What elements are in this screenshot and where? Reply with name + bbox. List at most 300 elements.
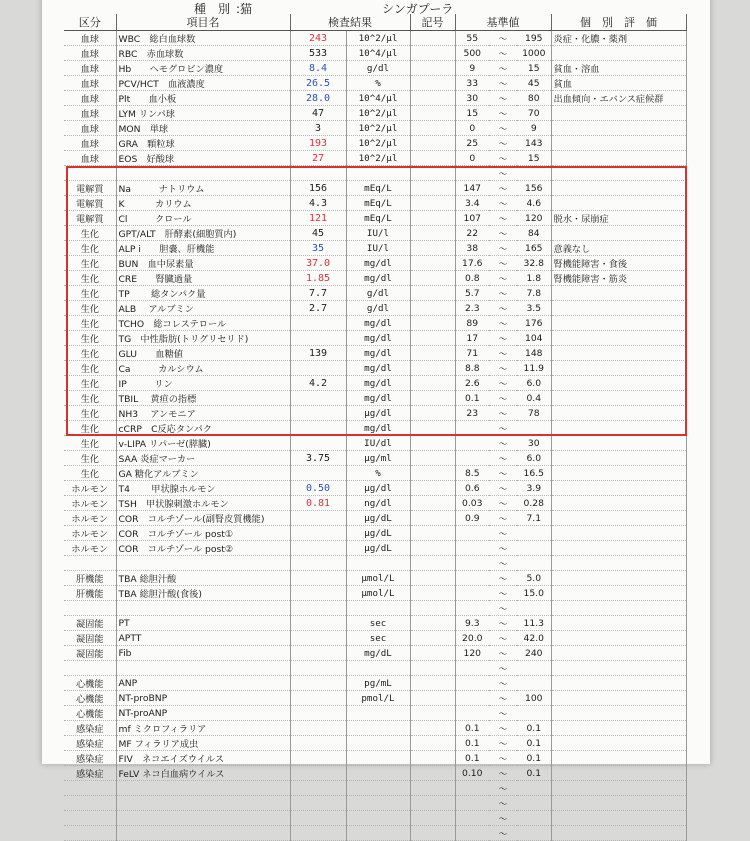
row-item-name: ALB アルブミン [116,301,290,316]
table-row [64,46,686,61]
row-mark [410,346,455,361]
row-category: 生化 [64,226,116,241]
species-label-text: 種 別 [194,2,231,16]
row-unit: μmol/L [346,586,410,601]
row-category: 生化 [64,286,116,301]
row-category: 生化 [64,436,116,451]
row-unit: μg/dL [346,541,410,556]
row-item-name: Ca カルシウム [116,361,290,376]
row-ref-low: 89 [455,316,489,331]
row-ref-tilde: ～ [489,766,517,781]
row-item-name: TBA 総胆汁酸(食後) [116,586,290,601]
row-ref-tilde: ～ [489,166,517,181]
table-row [64,211,686,226]
table-row [64,376,686,391]
table-row [64,166,686,181]
row-ref-tilde: ～ [489,466,517,481]
row-item-name: Na ナトリウム [116,181,290,196]
row-result-value [290,736,346,751]
row-item-name: COR コルチゾール(副腎皮質機能) [116,511,290,526]
row-category: 生化 [64,406,116,421]
row-unit: μg/dL [346,511,410,526]
row-category: 生化 [64,451,116,466]
row-category: 血球 [64,106,116,121]
row-category [64,811,116,826]
row-ref-tilde: ～ [489,796,517,811]
table-row [64,466,686,481]
row-mark [410,706,455,721]
row-ref-tilde: ～ [489,571,517,586]
row-category: 生化 [64,331,116,346]
row-ref-tilde: ～ [489,781,517,796]
row-category: 血球 [64,46,116,61]
row-ref-tilde: ～ [489,106,517,121]
table-row [64,271,686,286]
row-result-value: 121 [290,211,346,226]
row-mark [410,586,455,601]
table-row [64,436,686,451]
row-category [64,661,116,676]
row-mark [410,571,455,586]
row-item-name: WBC 総白血球数 [116,31,290,46]
table-row [64,631,686,646]
row-ref-low [455,811,489,826]
table-row [64,646,686,661]
row-ref-high: 165 [517,241,551,256]
row-result-value: 156 [290,181,346,196]
row-unit: mEq/L [346,211,410,226]
row-mark [410,421,455,436]
row-ref-low: 23 [455,406,489,421]
row-category [64,781,116,796]
row-ref-low: 9.3 [455,616,489,631]
row-result-value: 35 [290,241,346,256]
row-evaluation [551,616,686,631]
row-mark [410,676,455,691]
row-result-value [290,616,346,631]
row-ref-tilde: ～ [489,331,517,346]
row-item-name: SAA 炎症マーカー [116,451,290,466]
table-row [64,406,686,421]
row-item-name: BUN 血中尿素量 [116,256,290,271]
row-ref-low: 17 [455,331,489,346]
row-result-value: 193 [290,136,346,151]
row-result-value [290,796,346,811]
row-result-value [290,781,346,796]
table-row [64,691,686,706]
row-ref-tilde: ～ [489,151,517,166]
row-item-name: T4 甲状腺ホルモン [116,481,290,496]
row-ref-low: 0 [455,121,489,136]
row-unit: IU/l [346,226,410,241]
row-unit: μg/ml [346,451,410,466]
row-ref-low: 0 [455,151,489,166]
row-ref-high: 7.8 [517,286,551,301]
row-ref-tilde: ～ [489,301,517,316]
row-ref-high: 15.0 [517,586,551,601]
row-evaluation [551,121,686,136]
row-category: 感染症 [64,736,116,751]
row-result-value: 3 [290,121,346,136]
row-unit: g/dl [346,61,410,76]
row-item-name: TG 中性脂肪(トリグリセリド) [116,331,290,346]
row-ref-low: 38 [455,241,489,256]
row-category [64,826,116,841]
row-evaluation: 貧血・溶血 [551,61,686,76]
breed-name: シンガプーラ [382,2,454,16]
row-result-value [290,691,346,706]
row-ref-high: 120 [517,211,551,226]
col-evaluation: 個 別 評 価 [551,14,686,31]
row-evaluation [551,766,686,781]
row-unit: mg/dl [346,376,410,391]
row-ref-high: 30 [517,436,551,451]
row-category: 心機能 [64,706,116,721]
row-ref-high: 0.1 [517,766,551,781]
col-result: 検査結果 [290,14,410,31]
row-category: 血球 [64,151,116,166]
table-row [64,31,686,46]
row-evaluation [551,136,686,151]
row-ref-tilde: ～ [489,421,517,436]
row-evaluation [551,721,686,736]
row-evaluation: 腎機能障害・食後 [551,256,686,271]
row-item-name: COR コルチゾール post② [116,541,290,556]
row-ref-tilde: ～ [489,616,517,631]
row-result-value [290,631,346,646]
row-ref-high [517,526,551,541]
row-unit: 10^2/μl [346,121,410,136]
row-unit: mg/dl [346,421,410,436]
table-header-row [64,14,686,31]
row-ref-low [455,526,489,541]
row-evaluation [551,451,686,466]
row-ref-high [517,166,551,181]
row-mark [410,721,455,736]
row-unit: IU/dl [346,436,410,451]
row-category [64,796,116,811]
row-ref-tilde: ～ [489,526,517,541]
row-evaluation [551,376,686,391]
row-mark [410,526,455,541]
row-unit [346,781,410,796]
row-ref-tilde: ～ [489,376,517,391]
row-category: 生化 [64,271,116,286]
row-result-value [290,601,346,616]
row-result-value [290,721,346,736]
row-mark [410,601,455,616]
row-unit: mg/dL [346,646,410,661]
row-mark [410,196,455,211]
table-row [64,751,686,766]
row-ref-low: 8.5 [455,466,489,481]
row-ref-low: 0.8 [455,271,489,286]
row-ref-low [455,661,489,676]
row-category: ホルモン [64,526,116,541]
row-mark [410,241,455,256]
row-ref-tilde: ～ [489,436,517,451]
table-row [64,286,686,301]
row-unit: μmol/L [346,571,410,586]
row-ref-high [517,826,551,841]
table-row [64,541,686,556]
row-evaluation [551,571,686,586]
row-mark [410,826,455,841]
row-evaluation [551,181,686,196]
row-ref-high: 42.0 [517,631,551,646]
table-row [64,91,686,106]
row-ref-low [455,796,489,811]
row-mark [410,91,455,106]
row-evaluation [551,316,686,331]
row-item-name: cCRP C反応タンパク [116,421,290,436]
row-unit: μg/dl [346,481,410,496]
row-ref-tilde: ～ [489,706,517,721]
row-evaluation [551,436,686,451]
row-ref-high: 32.8 [517,256,551,271]
row-category: 凝固能 [64,646,116,661]
row-result-value: 2.7 [290,301,346,316]
row-result-value: 7.7 [290,286,346,301]
row-ref-high: 45 [517,76,551,91]
row-ref-high: 3.9 [517,481,551,496]
row-evaluation: 脱水・尿崩症 [551,211,686,226]
row-result-value: 27 [290,151,346,166]
row-ref-low: 0.1 [455,391,489,406]
row-mark [410,646,455,661]
row-result-value [290,511,346,526]
row-item-name: TBA 総胆汁酸 [116,571,290,586]
row-evaluation [551,406,686,421]
row-ref-high: 3.5 [517,301,551,316]
row-ref-tilde: ～ [489,541,517,556]
row-unit [346,166,410,181]
row-unit: % [346,76,410,91]
row-ref-tilde: ～ [489,601,517,616]
row-mark [410,151,455,166]
row-ref-low: 33 [455,76,489,91]
row-ref-low [455,436,489,451]
row-unit [346,706,410,721]
row-category: 生化 [64,391,116,406]
row-mark [410,481,455,496]
row-evaluation [551,481,686,496]
row-result-value [290,556,346,571]
row-evaluation [551,796,686,811]
row-unit [346,556,410,571]
row-evaluation [551,631,686,646]
row-unit: 10^2/μl [346,31,410,46]
row-result-value [290,361,346,376]
row-result-value [290,646,346,661]
row-ref-low: 20.0 [455,631,489,646]
row-unit: mEq/L [346,181,410,196]
row-unit: 10^2/μl [346,106,410,121]
row-ref-high: 104 [517,331,551,346]
row-unit [346,796,410,811]
row-ref-high: 195 [517,31,551,46]
row-result-value [290,766,346,781]
row-ref-low [455,571,489,586]
row-evaluation [551,736,686,751]
row-result-value [290,751,346,766]
row-result-value: 26.5 [290,76,346,91]
row-item-name: FeLV ネコ白血病ウイルス [116,766,290,781]
row-mark [410,46,455,61]
row-mark [410,226,455,241]
row-ref-high: 7.1 [517,511,551,526]
row-category: ホルモン [64,481,116,496]
row-ref-low: 9 [455,61,489,76]
row-item-name [116,556,290,571]
row-result-value: 8.4 [290,61,346,76]
row-ref-tilde: ～ [489,196,517,211]
row-category: 肝機能 [64,586,116,601]
row-ref-tilde: ～ [489,391,517,406]
row-unit: pg/mL [346,676,410,691]
row-ref-high: 80 [517,91,551,106]
row-result-value: 243 [290,31,346,46]
row-ref-low: 17.6 [455,256,489,271]
row-ref-tilde: ～ [489,406,517,421]
row-result-value [290,586,346,601]
row-ref-high [517,811,551,826]
row-item-name: TP 総タンパク量 [116,286,290,301]
row-ref-low: 0.6 [455,481,489,496]
row-item-name: GLU 血糖値 [116,346,290,361]
row-mark [410,781,455,796]
row-mark [410,556,455,571]
row-unit: mEq/L [346,196,410,211]
row-mark [410,451,455,466]
row-ref-tilde: ～ [489,451,517,466]
row-ref-tilde: ～ [489,76,517,91]
row-mark [410,316,455,331]
row-ref-high [517,541,551,556]
row-mark [410,796,455,811]
row-ref-tilde: ～ [489,691,517,706]
table-row [64,586,686,601]
row-ref-low: 0.03 [455,496,489,511]
row-ref-tilde: ～ [489,316,517,331]
table-row [64,136,686,151]
row-ref-low [455,166,489,181]
row-unit: mg/dl [346,361,410,376]
row-evaluation [551,826,686,841]
row-category: 電解質 [64,196,116,211]
row-item-name [116,796,290,811]
row-unit [346,736,410,751]
row-result-value [290,436,346,451]
table-row [64,421,686,436]
row-unit: ng/dl [346,496,410,511]
row-unit: sec [346,631,410,646]
row-ref-tilde: ～ [489,346,517,361]
table-row [64,766,686,781]
row-category: 心機能 [64,676,116,691]
table-row [64,811,686,826]
row-ref-high: 156 [517,181,551,196]
row-evaluation [551,781,686,796]
row-item-name: MF フィラリア成虫 [116,736,290,751]
table-row [64,106,686,121]
row-result-value [290,406,346,421]
row-ref-low [455,826,489,841]
table-row [64,391,686,406]
row-evaluation [551,286,686,301]
row-ref-low [455,676,489,691]
row-ref-high [517,796,551,811]
row-item-name: K カリウム [116,196,290,211]
row-ref-high: 148 [517,346,551,361]
row-ref-tilde: ～ [489,136,517,151]
row-category: 感染症 [64,751,116,766]
row-item-name: PCV/HCT 血液濃度 [116,76,290,91]
row-unit: mg/dl [346,271,410,286]
row-item-name: GRA 顆粒球 [116,136,290,151]
row-category: 生化 [64,421,116,436]
row-evaluation: 炎症・化膿・薬剤 [551,31,686,46]
row-ref-high [517,661,551,676]
row-item-name: LYM リンパ球 [116,106,290,121]
row-ref-low: 107 [455,211,489,226]
table-row [64,76,686,91]
row-ref-tilde: ～ [489,211,517,226]
row-mark [410,511,455,526]
row-ref-high: 84 [517,226,551,241]
row-item-name: Fib [116,646,290,661]
row-ref-tilde: ～ [489,481,517,496]
row-result-value: 0.81 [290,496,346,511]
row-result-value [290,676,346,691]
row-category: ホルモン [64,511,116,526]
row-evaluation [551,811,686,826]
row-result-value [290,526,346,541]
row-ref-low: 15 [455,106,489,121]
table-row [64,481,686,496]
row-item-name: COR コルチゾール post① [116,526,290,541]
row-unit: g/dl [346,286,410,301]
table-row [64,826,686,841]
row-ref-tilde: ～ [489,46,517,61]
row-ref-tilde: ～ [489,361,517,376]
row-category: 生化 [64,256,116,271]
row-ref-high: 0.1 [517,736,551,751]
table-row [64,346,686,361]
row-result-value [290,391,346,406]
row-category: 血球 [64,76,116,91]
row-ref-tilde: ～ [489,646,517,661]
row-result-value: 533 [290,46,346,61]
row-category: 生化 [64,466,116,481]
row-mark [410,496,455,511]
row-category [64,166,116,181]
row-mark [410,76,455,91]
col-item: 項目名 [116,14,290,31]
row-item-name [116,166,290,181]
row-evaluation [551,46,686,61]
row-result-value: 28.0 [290,91,346,106]
row-ref-high: 0.28 [517,496,551,511]
row-mark [410,181,455,196]
table-row [64,451,686,466]
row-item-name: APTT [116,631,290,646]
row-ref-low: 147 [455,181,489,196]
row-ref-tilde: ～ [489,661,517,676]
row-ref-low: 0.1 [455,751,489,766]
row-item-name [116,811,290,826]
row-ref-high: 5.0 [517,571,551,586]
